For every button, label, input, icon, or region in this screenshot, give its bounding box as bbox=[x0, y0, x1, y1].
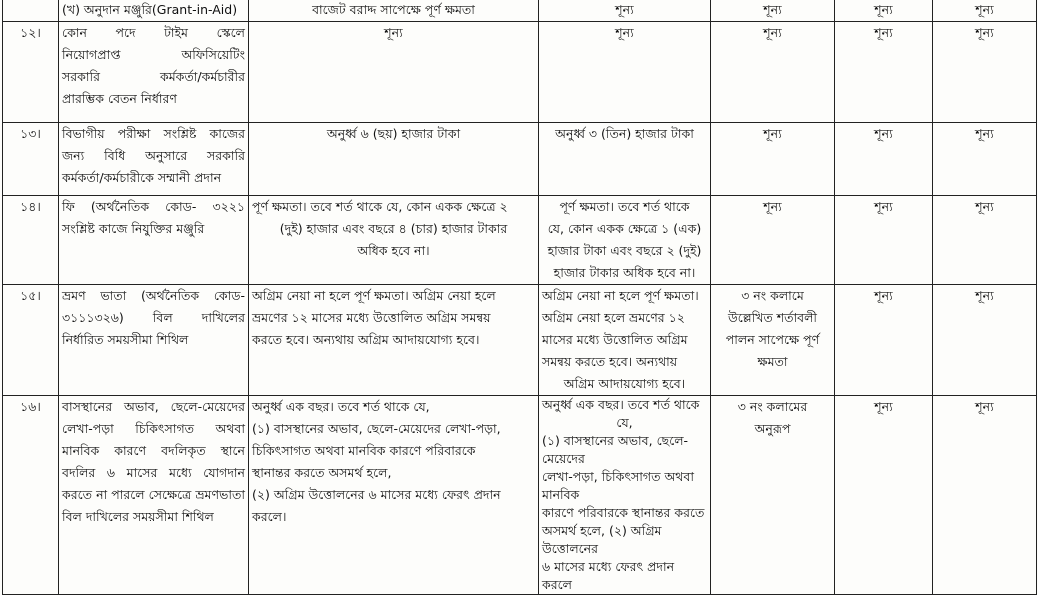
power-line: স্থানান্তর করতে অসমর্থ হলে, bbox=[252, 465, 392, 480]
power-line: অগ্রিম আদায়যোগ্য হবে। bbox=[563, 376, 686, 391]
power-line: অধিক হবে না। bbox=[357, 243, 430, 258]
table-row bbox=[3, 396, 1037, 595]
row-description bbox=[59, 196, 249, 285]
description-line: কোন পদে টাইম স্কেলে bbox=[62, 25, 245, 40]
description-line: ফি (অর্থনৈতিক কোড- ৩২২১ bbox=[62, 199, 245, 214]
table-row bbox=[3, 22, 1037, 123]
description-line: বিভাগীয় পরীক্ষা সংশ্লিষ্ট কাজের bbox=[62, 126, 245, 141]
power-line: সমন্বয় করতে হবে। অন্যথায় bbox=[542, 354, 678, 369]
col-g-value: শূন্য bbox=[933, 396, 1037, 595]
power-line: ভ্রমণের ১২ মাসের মধ্যে উত্তোলিত অগ্রিম সমন্বয় bbox=[252, 310, 491, 325]
table-row bbox=[3, 196, 1037, 285]
table-row bbox=[3, 285, 1037, 396]
power-line: ৩ নং কলামের bbox=[737, 399, 808, 414]
power-line: পালন সাপেক্ষে পূর্ণ bbox=[725, 332, 820, 347]
header-col-d: শূন্য bbox=[539, 0, 711, 22]
row-description bbox=[59, 396, 249, 595]
department-power: অনুর্ধ্ব ৩ (তিন) হাজার টাকা bbox=[539, 123, 711, 196]
power-line: পূর্ণ ক্ষমতা। তবে শর্ত থাকে bbox=[559, 199, 690, 214]
power-line: (দুই) হাজার এবং বছরে ৪ (চার) হাজার টাকার bbox=[279, 221, 508, 236]
row-number: ১৩। bbox=[3, 123, 59, 196]
description-line: ভ্রমণ ভাতা (অর্থনৈতিক কোড- bbox=[62, 288, 245, 303]
col-f-value: শূন্য bbox=[835, 22, 933, 123]
power-line: ৬ মাসের মধ্যে ফেরৎ প্রদান করলে bbox=[542, 559, 675, 592]
office-power: শূন্য bbox=[711, 196, 835, 285]
row-number: ১৬। bbox=[3, 396, 59, 595]
description-line: জন্য বিধি অনুসারে সরকারি bbox=[62, 148, 245, 163]
power-line: মাসের মধ্যে উত্তোলিত অগ্রিম bbox=[542, 332, 688, 347]
power-line: হাজার টাকার অধিক হবে না। bbox=[553, 265, 696, 280]
header-col-f: শূন্য bbox=[835, 0, 933, 22]
power-line: অগ্রিম নেয়া না হলে পূর্ণ ক্ষমতা। bbox=[542, 288, 699, 303]
description-line: মানবিক কারণে বদলিকৃত স্থানে bbox=[62, 443, 245, 458]
power-line: পূর্ণ ক্ষমতা। তবে শর্ত থাকে যে, কোন একক ক্ষেত্রে ২ bbox=[252, 199, 508, 214]
department-power bbox=[539, 396, 711, 595]
power-line: হাজার টাকা এবং বছরে ২ (দুই) bbox=[547, 243, 702, 258]
power-line: কারণে পরিবারকে স্থানান্তর করতে bbox=[542, 505, 705, 520]
power-line: যে, bbox=[616, 415, 633, 430]
description-line: সরকারি কর্মকর্তা/কর্মচারীর bbox=[62, 69, 245, 84]
col-f-value: শূন্য bbox=[835, 396, 933, 595]
power-line: অসমর্থ হলে, (২) অগ্রিম উত্তোলনের bbox=[542, 523, 662, 556]
power-line: লেখা-পড়া, চিকিৎসাগত অথবা মানবিক bbox=[542, 469, 694, 502]
col-f-value: শূন্য bbox=[835, 285, 933, 396]
department-power bbox=[539, 196, 711, 285]
power-line: অগ্রিম নেয়া না হলে পূর্ণ ক্ষমতা। অগ্রিম নেয়া হলে bbox=[252, 288, 496, 303]
header-col-e: শূন্য bbox=[711, 0, 835, 22]
power-line: (২) অগ্রিম উত্তোলনের ৬ মাসের মধ্যে ফেরৎ প্রদান bbox=[252, 487, 501, 502]
description-line: কর্মকর্তা/কর্মচারীকে সম্মানী প্রদান bbox=[62, 170, 222, 185]
power-line: ক্ষমতা bbox=[757, 354, 788, 369]
ministry-power: অনুর্ধ্ব ৬ (ছয়) হাজার টাকা bbox=[249, 123, 539, 196]
ministry-power: শূন্য bbox=[249, 22, 539, 123]
delegation-table bbox=[2, 0, 1037, 595]
row-number: ১৫। bbox=[3, 285, 59, 396]
department-power: শূন্য bbox=[539, 22, 711, 123]
office-power bbox=[711, 396, 835, 595]
power-line: অনুর্ধ্ব এক বছর। তবে শর্ত থাকে bbox=[542, 397, 700, 412]
office-power: শূন্য bbox=[711, 22, 835, 123]
col-g-value: শূন্য bbox=[933, 285, 1037, 396]
row-description bbox=[59, 123, 249, 196]
power-line: যে, কোন একক ক্ষেত্রে ১ (এক) bbox=[547, 221, 702, 236]
description-line: ৩১১১৩২৬) বিল দাখিলের bbox=[62, 310, 245, 325]
row-number: ১৪। bbox=[3, 196, 59, 285]
office-power bbox=[711, 285, 835, 396]
description-line: লেখা-পড়া চিকিৎসাগত অথবা bbox=[62, 421, 245, 436]
col-f-value: শূন্য bbox=[835, 123, 933, 196]
power-line: ৩ নং কলামে bbox=[741, 288, 804, 303]
description-line: নির্ধারিত সময়সীমা শিথিল bbox=[62, 332, 189, 347]
row-number: ১২। bbox=[3, 22, 59, 123]
power-line: (১) বাসস্থানের অভাব, ছেলে-মেয়েদের লেখা-পড়া, bbox=[252, 421, 501, 436]
col-g-value: শূন্য bbox=[933, 22, 1037, 123]
power-line: উল্লেখিত শর্তাবলী bbox=[727, 310, 818, 325]
description-line: বদলির ৬ মাসের মধ্যে যোগদান bbox=[62, 465, 245, 480]
ministry-power bbox=[249, 196, 539, 285]
header-full-power: বাজেট বরাদ্দ সাপেক্ষে পূর্ণ ক্ষমতা bbox=[249, 0, 539, 22]
power-line: করলে। bbox=[252, 509, 287, 524]
col-g-value: শূন্য bbox=[933, 123, 1037, 196]
description-line: নিয়োগপ্রাপ্ত অফিসিয়েটিং bbox=[62, 47, 245, 62]
col-g-value: শূন্য bbox=[933, 196, 1037, 285]
description-line: সংশ্লিষ্ট কাজে নিযুক্তির মঞ্জুরি bbox=[62, 221, 205, 236]
header-row bbox=[3, 0, 1037, 22]
header-col-g: শূন্য bbox=[933, 0, 1037, 22]
row-description bbox=[59, 285, 249, 396]
row-description bbox=[59, 22, 249, 123]
power-line: অনুরূপ bbox=[754, 421, 791, 436]
col-f-value: শূন্য bbox=[835, 196, 933, 285]
table-row bbox=[3, 123, 1037, 196]
description-line: বিল দাখিলের সময়সীমা শিথিল bbox=[62, 509, 214, 524]
ministry-power bbox=[249, 285, 539, 396]
ministry-power bbox=[249, 396, 539, 595]
power-line: করতে হবে। অন্যথায় অগ্রিম আদায়যোগ্য হবে। bbox=[252, 332, 480, 347]
power-line: চিকিৎসাগত অথবা মানবিক কারণে পরিবারকে bbox=[252, 443, 476, 458]
description-line: প্রারম্ভিক বেতন নির্ধারণ bbox=[62, 91, 177, 106]
department-power bbox=[539, 285, 711, 396]
description-line: করতে না পারলে সেক্ষেত্রে ভ্রমণভাতা bbox=[62, 487, 245, 502]
header-serial-cell bbox=[3, 0, 59, 22]
office-power: শূন্য bbox=[711, 123, 835, 196]
power-line: অনুর্ধ্ব এক বছর। তবে শর্ত থাকে যে, bbox=[252, 399, 430, 414]
power-line: অগ্রিম নেয়া হলে ভ্রমণের ১২ bbox=[542, 310, 685, 325]
header-grant-in-aid: (খ) অনুদান মঞ্জুরি(Grant-in-Aid) bbox=[59, 0, 249, 22]
description-line: বাসস্থানের অভাব, ছেলে-মেয়েদের bbox=[62, 399, 245, 414]
power-line: (১) বাসস্থানের অভাব, ছেলে-মেয়েদের bbox=[542, 433, 689, 466]
